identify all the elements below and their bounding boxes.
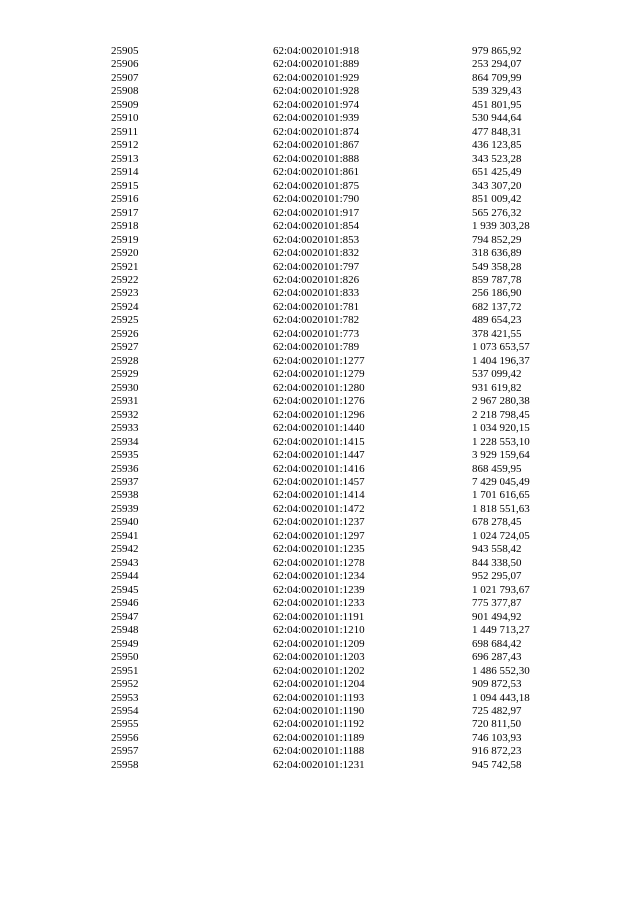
cadastral-value: 844 338,50 [472,556,522,569]
cadastral-value: 1 404 196,37 [472,354,530,367]
row-number: 25923 [111,287,139,300]
table-row [0,449,640,462]
row-number: 25942 [111,543,139,556]
cadastral-number: 62:04:0020101:874 [273,125,360,138]
cadastral-value: 539 329,43 [472,85,522,98]
table-row [0,139,640,152]
cadastral-value: 451 801,95 [472,98,522,111]
cadastral-number: 62:04:0020101:1415 [273,435,365,448]
cadastral-number: 62:04:0020101:1203 [273,651,365,664]
row-number: 25916 [111,193,139,206]
row-number: 25955 [111,718,139,731]
row-number: 25947 [111,610,139,623]
table-row [0,692,640,705]
cadastral-number: 62:04:0020101:797 [273,260,360,273]
row-number: 25924 [111,300,139,313]
row-number: 25929 [111,368,139,381]
data-table [0,45,640,772]
cadastral-value: 530 944,64 [472,112,522,125]
cadastral-number: 62:04:0020101:928 [273,85,360,98]
cadastral-value: 549 358,28 [472,260,522,273]
row-number: 25932 [111,408,139,421]
row-number: 25948 [111,624,139,637]
cadastral-value: 1 449 713,27 [472,624,530,637]
row-number: 25958 [111,758,139,771]
table-row [0,678,640,691]
cadastral-number: 62:04:0020101:889 [273,58,360,71]
cadastral-number: 62:04:0020101:917 [273,206,360,219]
table-row [0,463,640,476]
cadastral-number: 62:04:0020101:1472 [273,502,365,515]
table-row [0,705,640,718]
row-number: 25936 [111,462,139,475]
table-row [0,193,640,206]
row-number: 25933 [111,422,139,435]
cadastral-value: 7 429 045,49 [472,476,530,488]
cadastral-value: 1 818 551,63 [472,502,530,515]
cadastral-number: 62:04:0020101:833 [273,287,360,300]
cadastral-value: 253 294,07 [472,58,522,71]
cadastral-value: 1 939 303,28 [472,220,530,233]
table-row [0,247,640,260]
cadastral-number: 62:04:0020101:853 [273,233,360,246]
cadastral-value: 678 278,45 [472,516,522,529]
cadastral-number: 62:04:0020101:867 [273,139,360,152]
row-number: 25928 [111,354,139,367]
row-number: 25908 [111,85,139,98]
cadastral-value: 2 967 280,38 [472,395,530,408]
cadastral-number: 62:04:0020101:790 [273,193,360,206]
row-number: 25935 [111,449,139,462]
table-row [0,422,640,435]
cadastral-number: 62:04:0020101:1209 [273,637,365,650]
row-number: 25905 [111,45,139,57]
row-number: 25956 [111,731,139,744]
row-number: 25917 [111,206,139,219]
cadastral-number: 62:04:0020101:1447 [273,449,365,462]
cadastral-number: 62:04:0020101:1190 [273,704,365,717]
table-row [0,382,640,395]
cadastral-value: 794 852,29 [472,233,522,246]
cadastral-number: 62:04:0020101:1239 [273,583,365,596]
row-number: 25941 [111,529,139,542]
cadastral-number: 62:04:0020101:1189 [273,731,365,744]
table-row [0,557,640,570]
cadastral-value: 651 425,49 [472,166,522,179]
cadastral-value: 720 811,50 [472,718,522,731]
cadastral-value: 945 742,58 [472,758,522,771]
row-number: 25919 [111,233,139,246]
cadastral-number: 62:04:0020101:1235 [273,543,365,556]
row-number: 25951 [111,664,139,677]
cadastral-value: 2 218 798,45 [472,408,530,421]
cadastral-value: 477 848,31 [472,125,522,138]
cadastral-number: 62:04:0020101:1280 [273,381,365,394]
cadastral-value: 3 929 159,64 [472,449,530,462]
row-number: 25911 [111,125,139,138]
table-row [0,274,640,287]
cadastral-number: 62:04:0020101:773 [273,327,360,340]
row-number: 25930 [111,381,139,394]
cadastral-value: 943 558,42 [472,543,522,556]
row-number: 25939 [111,502,139,515]
row-number: 25957 [111,745,139,758]
cadastral-number: 62:04:0020101:918 [273,45,360,57]
table-row [0,718,640,731]
cadastral-value: 343 523,28 [472,152,522,165]
table-row [0,166,640,179]
cadastral-value: 1 034 920,15 [472,422,530,435]
row-number: 25912 [111,139,139,152]
cadastral-number: 62:04:0020101:1202 [273,664,365,677]
cadastral-number: 62:04:0020101:974 [273,98,360,111]
row-number: 25949 [111,637,139,650]
row-number: 25953 [111,691,139,704]
cadastral-number: 62:04:0020101:782 [273,314,360,327]
row-number: 25937 [111,476,139,488]
row-number: 25952 [111,678,139,691]
cadastral-value: 775 377,87 [472,597,522,610]
row-number: 25913 [111,152,139,165]
table-row [0,543,640,556]
table-row [0,503,640,516]
cadastral-value: 682 137,72 [472,300,522,313]
table-row [0,99,640,112]
row-number: 25925 [111,314,139,327]
row-number: 25938 [111,489,139,502]
row-number: 25910 [111,112,139,125]
cadastral-value: 343 307,20 [472,179,522,192]
table-row [0,314,640,327]
table-row [0,368,640,381]
cadastral-value: 537 099,42 [472,368,522,381]
cadastral-number: 62:04:0020101:888 [273,152,360,165]
cadastral-value: 1 073 653,57 [472,341,530,354]
cadastral-value: 489 654,23 [472,314,522,327]
cadastral-value: 901 494,92 [472,610,522,623]
cadastral-number: 62:04:0020101:789 [273,341,360,354]
cadastral-value: 1 486 552,30 [472,664,530,677]
row-number: 25926 [111,327,139,340]
table-row [0,530,640,543]
cadastral-number: 62:04:0020101:854 [273,220,360,233]
cadastral-number: 62:04:0020101:1440 [273,422,365,435]
table-row [0,638,640,651]
cadastral-number: 62:04:0020101:1416 [273,462,365,475]
table-row [0,516,640,529]
cadastral-value: 916 872,23 [472,745,522,758]
cadastral-value: 256 186,90 [472,287,522,300]
row-number: 25922 [111,273,139,286]
row-number: 25934 [111,435,139,448]
cadastral-value: 979 865,92 [472,45,522,57]
row-number: 25946 [111,597,139,610]
cadastral-value: 696 287,43 [472,651,522,664]
table-row [0,476,640,489]
cadastral-number: 62:04:0020101:861 [273,166,360,179]
cadastral-number: 62:04:0020101:875 [273,179,360,192]
table-row [0,112,640,125]
cadastral-value: 1 024 724,05 [472,529,530,542]
cadastral-number: 62:04:0020101:1296 [273,408,365,421]
cadastral-number: 62:04:0020101:1188 [273,745,365,758]
table-row [0,153,640,166]
cadastral-value: 1 021 793,67 [472,583,530,596]
table-row [0,409,640,422]
table-row [0,45,640,58]
cadastral-value: 1 228 553,10 [472,435,530,448]
cadastral-value: 909 872,53 [472,678,522,691]
cadastral-number: 62:04:0020101:1414 [273,489,365,502]
table-row [0,85,640,98]
table-row [0,234,640,247]
cadastral-number: 62:04:0020101:1276 [273,395,365,408]
row-number: 25954 [111,704,139,717]
cadastral-number: 62:04:0020101:1297 [273,529,365,542]
cadastral-number: 62:04:0020101:1277 [273,354,365,367]
cadastral-value: 565 276,32 [472,206,522,219]
cadastral-value: 859 787,78 [472,273,522,286]
cadastral-value: 378 421,55 [472,327,522,340]
row-number: 25906 [111,58,139,71]
cadastral-number: 62:04:0020101:939 [273,112,360,125]
cadastral-number: 62:04:0020101:1210 [273,624,365,637]
row-number: 25907 [111,71,139,84]
cadastral-number: 62:04:0020101:929 [273,71,360,84]
table-row [0,395,640,408]
cadastral-number: 62:04:0020101:826 [273,273,360,286]
row-number: 25940 [111,516,139,529]
cadastral-value: 436 123,85 [472,139,522,152]
cadastral-number: 62:04:0020101:1231 [273,758,365,771]
cadastral-number: 62:04:0020101:1278 [273,556,365,569]
cadastral-number: 62:04:0020101:1237 [273,516,365,529]
cadastral-value: 868 459,95 [472,462,522,475]
table-row [0,597,640,610]
table-row [0,584,640,597]
cadastral-number: 62:04:0020101:1191 [273,610,365,623]
table-row [0,220,640,233]
table-row [0,745,640,758]
cadastral-value: 931 619,82 [472,381,522,394]
row-number: 25944 [111,570,139,583]
table-row [0,180,640,193]
cadastral-value: 725 482,97 [472,704,522,717]
cadastral-number: 62:04:0020101:1233 [273,597,365,610]
row-number: 25945 [111,583,139,596]
table-row [0,328,640,341]
row-number: 25943 [111,556,139,569]
table-row [0,301,640,314]
cadastral-number: 62:04:0020101:1204 [273,678,365,691]
table-row [0,665,640,678]
cadastral-value: 698 684,42 [472,637,522,650]
cadastral-value: 746 103,93 [472,731,522,744]
row-number: 25914 [111,166,139,179]
table-row [0,261,640,274]
row-number: 25918 [111,220,139,233]
row-number: 25950 [111,651,139,664]
row-number: 25909 [111,98,139,111]
table-row [0,624,640,637]
table-row [0,207,640,220]
cadastral-value: 952 295,07 [472,570,522,583]
table-row [0,126,640,139]
table-row [0,355,640,368]
cadastral-number: 62:04:0020101:1279 [273,368,365,381]
table-row [0,58,640,71]
row-number: 25931 [111,395,139,408]
cadastral-value: 1 094 443,18 [472,691,530,704]
row-number: 25920 [111,247,139,260]
table-row [0,72,640,85]
cadastral-number: 62:04:0020101:1457 [273,476,365,488]
cadastral-number: 62:04:0020101:832 [273,247,360,260]
table-row [0,651,640,664]
table-row [0,436,640,449]
row-number: 25915 [111,179,139,192]
cadastral-number: 62:04:0020101:1192 [273,718,365,731]
table-row [0,341,640,354]
cadastral-value: 318 636,89 [472,247,522,260]
cadastral-number: 62:04:0020101:1193 [273,691,365,704]
row-number: 25921 [111,260,139,273]
cadastral-number: 62:04:0020101:781 [273,300,360,313]
table-row [0,570,640,583]
row-number: 25927 [111,341,139,354]
cadastral-value: 851 009,42 [472,193,522,206]
cadastral-value: 1 701 616,65 [472,489,530,502]
table-row [0,732,640,745]
table-row [0,611,640,624]
table-row [0,489,640,502]
cadastral-value: 864 709,99 [472,71,522,84]
table-row [0,287,640,300]
cadastral-number: 62:04:0020101:1234 [273,570,365,583]
table-row [0,759,640,772]
